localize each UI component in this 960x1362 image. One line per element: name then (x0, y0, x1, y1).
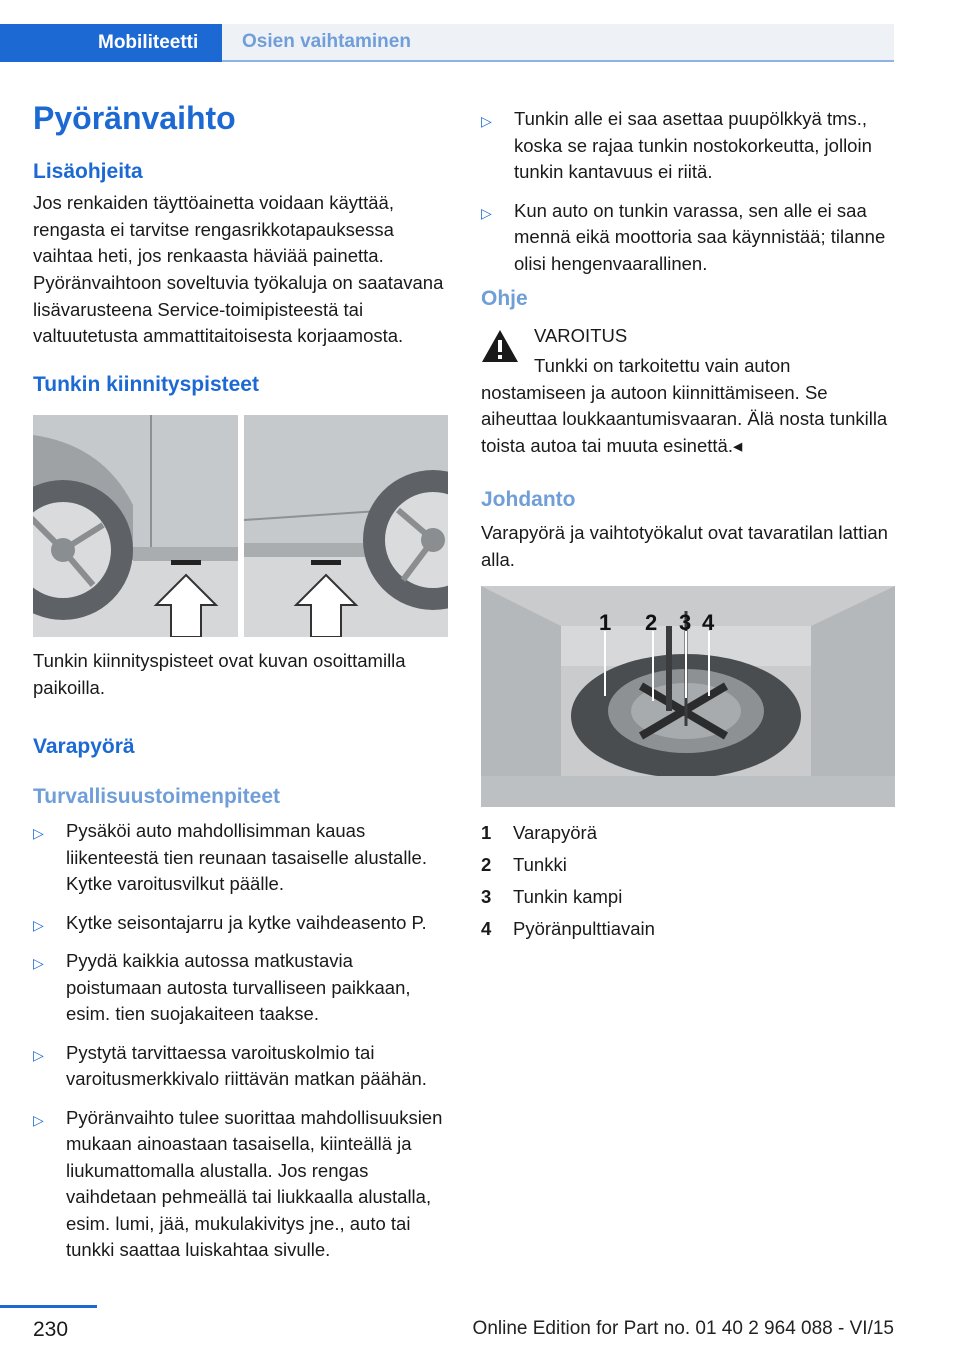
triangle-bullet-icon: ▷ (33, 1111, 44, 1128)
triangle-bullet-icon: ▷ (481, 204, 492, 221)
legend-label: Varapyörä (513, 822, 597, 843)
legend-label: Tunkki (513, 854, 567, 875)
legend-label: Tunkin kampi (513, 886, 623, 907)
list-item-text: Kytke seisontajarru ja kytke vaihdeasento P. (66, 911, 427, 933)
list-item (33, 948, 448, 1028)
list-item (33, 910, 448, 937)
triangle-bullet-icon: ▷ (33, 916, 44, 933)
edition-text: Online Edition for Part no. 01 40 2 964 088 - VI/15 (472, 1318, 894, 1339)
triangle-bullet-icon: ▷ (33, 955, 44, 971)
spare-wheel-illustration (481, 586, 895, 807)
header-tab-section[interactable]: Osien vaihtaminen (222, 24, 894, 60)
jack-points-figure (33, 415, 448, 637)
page-number: 230 (33, 1318, 69, 1341)
list-item (481, 198, 895, 278)
jack-points-illustration (33, 415, 448, 637)
figure-label-3: 3 (679, 610, 692, 635)
header-divider (222, 60, 894, 62)
johdanto-text: Varapyörä ja vaihtotyökalut ovat tavaratilan lattian alla. (481, 522, 888, 570)
list-item-text: Tunkin alle ei saa asettaa puupölkkyä tms., koska se rajaa tunkin nostokorkeutta, jolloin tunkin kantavuus ei riitä. (514, 108, 872, 182)
warning-label: VAROITUS (534, 325, 628, 346)
legend-number: 4 (481, 918, 492, 939)
page-title: Pyöränvaihto (33, 100, 236, 136)
heading-varapyora: Varapyörä (33, 735, 135, 758)
heading-johdanto: Johdanto (481, 488, 576, 511)
header-tab-mobiliteetti[interactable]: Mobiliteetti (0, 24, 222, 62)
list-item-text: Pysäköi auto mahdollisimman kauas liikenteestä tien reunaan tasaiselle alustalle. Kytke varoitusvilkut päälle. (66, 820, 427, 894)
legend-row (481, 916, 781, 948)
list-item-text: Kun auto on tunkin varassa, sen alle ei saa mennä eikä moottoria saa käynnistää; tilanne olisi hengenvaarallinen. (514, 199, 886, 274)
list-item (33, 1105, 448, 1264)
list-item (481, 106, 895, 186)
heading-ohje: Ohje (481, 287, 528, 310)
legend-number: 2 (481, 854, 492, 875)
figure-label-1: 1 (599, 610, 612, 635)
list-item-text: Pystytä tarvittaessa varoituskolmio tai varoitusmerkkivalo riittävän matkan päähän. (66, 1041, 427, 1089)
spare-wheel-figure (481, 586, 895, 807)
triangle-bullet-icon: ▷ (33, 1046, 44, 1063)
footer-accent-line (0, 1305, 97, 1308)
heading-tunkin-kiinnityspisteet: Tunkin kiinnityspisteet (33, 373, 259, 396)
paragraph-taytto: Jos renkaiden täyttöainetta voidaan käyttää, rengasta ei tarvitse rengasrikkotapauksessa vaihtaa heti, jos renkaasta häviää painetta. (33, 192, 394, 266)
heading-lisaohjeita: Lisäohjeita (33, 160, 143, 183)
jack-warnings-list (481, 106, 895, 289)
parts-legend (481, 820, 781, 948)
legend-number: 3 (481, 886, 492, 907)
triangle-bullet-icon: ▷ (481, 113, 492, 129)
heading-turvallisuustoimenpiteet: Turvallisuustoimenpiteet (33, 785, 280, 808)
paragraph-tyokalut: Pyöränvaihtoon soveltuvia työkaluja on saatavana lisävarusteena Service-toimipisteestä tai valtuutetusta ammattitaitoisesta korjaamosta. (33, 272, 444, 346)
list-item-text: Pyydä kaikkia autossa matkustavia poistumaan autosta turvalliseen paikkaan, esim. tien suojakaiteen taakse. (66, 950, 411, 1024)
list-item (33, 1040, 448, 1093)
legend-number: 1 (481, 822, 492, 843)
legend-row (481, 884, 781, 916)
list-item-text: Pyöränvaihto tulee suorittaa mahdollisuuksien mukaan ainoastaan tasaisella, kiinteällä ja liukumattomalla alustalla. Jos rengas vaihdetaan pehmeällä tai liukkaalla alustalla, esim. lumi, jää, mukulakivitys jne., auto tai tunkki saattaa luiskahtaa sivulle. (66, 1106, 443, 1260)
legend-row (481, 852, 781, 884)
figure-label-2: 2 (645, 610, 658, 635)
figure-label-4: 4 (702, 610, 715, 635)
safety-list (33, 818, 448, 1276)
jack-points-caption: Tunkin kiinnityspisteet ovat kuvan osoittamilla paikoilla. (33, 650, 406, 698)
legend-row (481, 820, 781, 852)
warning-text: Tunkki on tarkoitettu vain auton nostamiseen ja autoon kiinnittämiseen. Se aiheuttaa loukkaantumisvaaran. Älä nosta tunkilla toista autoa tai muuta esinettä.◂ (481, 355, 888, 456)
list-item (33, 818, 448, 898)
triangle-bullet-icon: ▷ (33, 825, 44, 841)
legend-label: Pyöränpulttiavain (513, 918, 655, 939)
